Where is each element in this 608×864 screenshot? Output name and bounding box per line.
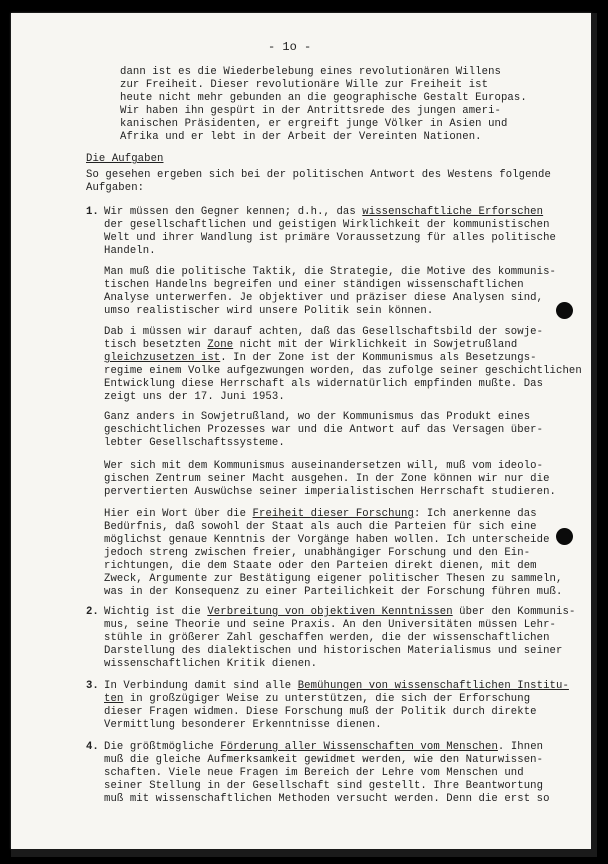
text-line: lebter Gesellschaftssysteme. <box>104 437 285 449</box>
text-line: Zweck, Argumente zur Bestätigung eigener politischer Thesen zu sammeln, <box>104 573 563 585</box>
text-line: dann ist es die Wiederbelebung eines revolutionären Willens <box>120 66 501 78</box>
text-line: richtungen, die dem Staate oder den Parteien direkt dienen, mit dem <box>104 560 537 572</box>
text-line: Darstellung des dialektischen und historischen Materialismus und seiner <box>104 645 563 657</box>
underlined-phrase: Zone <box>207 339 234 351</box>
underlined-phrase: Verbreitung von objektiven Kenntnissen <box>207 606 453 618</box>
text-line: Wir haben ihn gespürt in der Antrittsrede des jungen ameri- <box>120 105 501 117</box>
text-line: pervertierten Auswüchse seiner imperialistischen Herrschaft studieren. <box>104 486 557 498</box>
text-line: kanischen Präsidenten, er ergreift junge Völker in Asien und <box>120 118 508 130</box>
item-number: 4. <box>86 741 99 753</box>
text-line: jedoch streng zwischen freier, unabhängiger Forschung und den Ein- <box>104 547 531 559</box>
page-edge-shadow-bottom <box>11 849 597 857</box>
punch-hole <box>556 528 573 545</box>
underlined-phrase: Bemühungen von wissenschaftlichen Institu- <box>297 680 569 692</box>
text-line: heute nicht mehr gebunden an die geographische Gestalt Europas. <box>120 92 527 104</box>
text-line: Wichtig ist die Verbreitung von objektiven Kenntnissen über den Kommunis- <box>104 606 576 618</box>
text-line: Ganz anders in Sowjetrußland, wo der Kommunismus das Produkt eines <box>104 411 531 423</box>
underlined-phrase: gleichzusetzen ist <box>104 352 221 364</box>
text-line: umso realistischer wird unsere Politik sein können. <box>104 305 434 317</box>
text-line: Wer sich mit dem Kommunismus auseinandersetzen will, muß vom ideolo- <box>104 460 544 472</box>
text-line: Man muß die politische Taktik, die Strategie, die Motive des kommunis- <box>104 266 557 278</box>
text-line: stühle in größerer Zahl geschaffen werden, die der wissenschaftlichen <box>104 632 550 644</box>
item-number: 2. <box>86 606 99 618</box>
text-line: dieser Fragen widmen. Diese Forschung muß der Politik durch direkte <box>104 706 537 718</box>
text-line: In Verbindung damit sind alle Bemühungen von wissenschaftlichen Institu- <box>104 680 569 692</box>
text-line: mus, seine Theorie und seine Praxis. An den Universitäten müssen Lehr- <box>104 619 557 631</box>
item-number: 3. <box>86 680 99 692</box>
text-line: So gesehen ergeben sich bei der politischen Antwort des Westens folgende <box>86 169 551 181</box>
text-line: tisch besetzten Zone nicht mit der Wirklichkeit in Sowjetrußland <box>104 339 518 351</box>
text-line: muß mit wissenschaftlichen Methoden versucht werden. Denn die erst so <box>104 793 550 805</box>
text-line: gischen Zentrum seiner Macht ausgehen. In der Zone können wir nur die <box>104 473 550 485</box>
text-line: Dab i müssen wir darauf achten, daß das Gesellschaftsbild der sowje- <box>104 326 544 338</box>
text-line: der gesellschaftlichen und geistigen Wirklichkeit der kommunistischen <box>104 219 550 231</box>
underlined-phrase: Förderung aller Wissenschaften vom Menschen <box>220 741 498 753</box>
text-line: möglichst genaue Kenntnis der Vorgänge haben wollen. Ich unterscheide <box>104 534 550 546</box>
text-line: tischen Handelns begreifen und einer ständigen wissenschaftlichen <box>104 279 524 291</box>
text-line: Handeln. <box>104 245 156 257</box>
text-line: wissenschaftlichen Kritik dienen. <box>104 658 318 670</box>
item-number: 1. <box>86 206 99 218</box>
punch-hole <box>556 302 573 319</box>
text-line: Entwicklung diese Herrschaft als widernatürlich empfinden mußte. Das <box>104 378 544 390</box>
text-line: Analyse unterwerfen. Je objektiver und präziser diese Analysen sind, <box>104 292 544 304</box>
text-line: Bedürfnis, daß sowohl der Staat als auch die Parteien für sich eine <box>104 521 537 533</box>
underlined-phrase: ten <box>104 693 124 705</box>
text-line: regime einem Volke aufgezwungen worden, das zufolge seiner geschichtlichen <box>104 365 582 377</box>
text-line: Hier ein Wort über die Freiheit dieser Forschung: Ich anerkenne das <box>104 508 537 520</box>
text-line: seiner Stellung in der Gesellschaft sind gestellt. Ihre Beantwortung <box>104 780 544 792</box>
text-line: ten in großzügiger Weise zu unterstützen, die sich der Erforschung <box>104 693 531 705</box>
text-line: gleichzusetzen ist. In der Zone ist der Kommunismus als Besetzungs- <box>104 352 537 364</box>
text-line: was in der Konsequenz zu einer Parteilichkeit der Forschung führen muß. <box>104 586 563 598</box>
text-line: Vermittlung besonderer Erkenntnisse dienen. <box>104 719 382 731</box>
text-line: geschichtlichen Prozesses war und die Antwort auf das Versagen über- <box>104 424 544 436</box>
underlined-phrase: wissenschaftliche Erforschen <box>362 206 544 218</box>
text-line: Wir müssen den Gegner kennen; d.h., das wissenschaftliche Erforschen <box>104 206 544 218</box>
text-line: Aufgaben: <box>86 182 145 194</box>
text-line: zur Freiheit. Dieser revolutionäre Wille zur Freiheit ist <box>120 79 489 91</box>
text-line: schaften. Viele neue Fragen im Bereich der Lehre vom Menschen und <box>104 767 524 779</box>
text-line: muß die gleiche Aufmerksamkeit gewidmet werden, wie den Naturwissen- <box>104 754 544 766</box>
text-line: Welt und ihrer Wandlung ist primäre Voraussetzung für alles politische <box>104 232 557 244</box>
text-line: zeigt uns der 17. Juni 1953. <box>104 391 285 403</box>
page-edge-shadow <box>591 13 597 849</box>
underlined-phrase: Freiheit dieser Forschung <box>252 508 414 520</box>
text-line: Afrika und er lebt in der Arbeit der Vereinten Nationen. <box>120 131 482 143</box>
page-number: - 1o - <box>268 40 312 54</box>
section-heading: Die Aufgaben <box>86 153 164 165</box>
text-line: Die größtmögliche Förderung aller Wissenschaften vom Menschen. Ihnen <box>104 741 544 753</box>
